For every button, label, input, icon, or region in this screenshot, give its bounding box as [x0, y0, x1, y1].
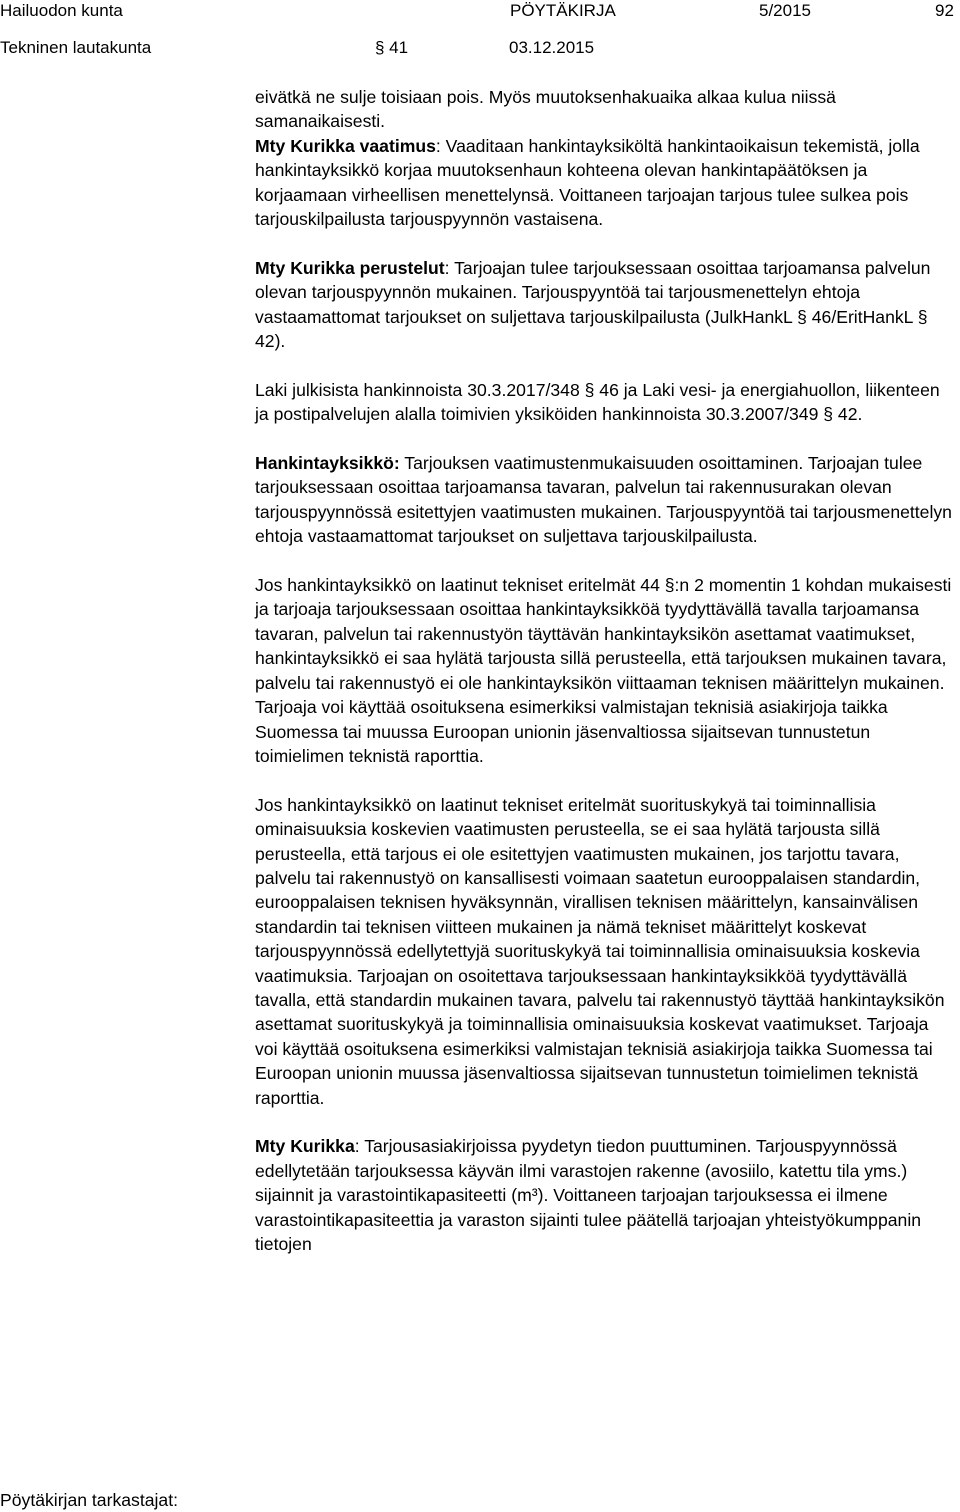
grounds-heading: Mty Kurikka perustelut	[255, 257, 445, 278]
procuring-entity-heading: Hankintayksikkö:	[255, 453, 400, 474]
section-number: § 41	[375, 38, 409, 57]
procuring-entity-text: Tarjouksen vaatimustenmukaisuuden osoittaminen. Tarjoajan tulee tarjouksessaan osoittaa tarjoamansa tavaran, palvelun tai rakennusurakan olevan tarjouspyynnössä esitettyjen vaatimusten mukainen. Tarjouspyyntöä tai tarjousmenettelyn ehtoja vastaamattomat tarjoukset on suljettava tarjouskilpailusta.	[255, 453, 952, 547]
municipality-name: Hailuodon kunta	[0, 1, 123, 20]
paragraph-grounds	[255, 256, 955, 354]
paragraph-law-reference: Laki julkisista hankinnoista 30.3.2017/348 § 46 ja Laki vesi- ja energiahuollon, liikenteen ja postipalvelujen alalla toimivien yksiköiden hankinnoista 30.3.2007/349 § 42.	[255, 379, 940, 425]
document-body	[255, 85, 955, 1256]
footer-reviewers-label: Pöytäkirjan tarkastajat:	[0, 1490, 178, 1510]
paragraph-claim	[255, 134, 955, 232]
paragraph: eivätkä ne sulje toisiaan pois. Myös muutoksenhakuaika alkaa kulua niissä samanaikaisesti.	[255, 87, 836, 132]
meeting-date: 03.12.2015	[509, 38, 595, 57]
claim-text: : Vaaditaan hankintayksiköltä hankintaoikaisun tekemistä, jolla hankintayksikkö korjaa muutoksenhaun kohteena olevan hankintapäätöksen ja korjaamaan virheellisen menettelynsä. Voittaneen tarjoajan tarjous tulee sulkea pois tarjouskilpailusta tarjouspyynnön vastaisena.	[255, 135, 920, 230]
page-number: 92	[935, 1, 954, 20]
missing-information-text: : Tarjousasiakirjoissa pyydetyn tiedon puuttuminen. Tarjouspyynnössä edellytetään tarjouksessa käyvän ilmi varastojen rakenne (avosiilo, katettu tila yms.) sijainnit ja varastointikapasiteetti (m³). Voittaneen tarjoajan tarjouksessa ei ilmene varastointikapasiteettia ja varaston sijainti tulee päätellä tarjoajan yhteistyökumppanin tietojen	[255, 1136, 922, 1254]
paragraph-missing-information	[255, 1134, 955, 1256]
document-number: 5/2015	[759, 1, 811, 20]
document-type: PÖYTÄKIRJA	[510, 1, 616, 20]
paragraph-technical-specifications: Jos hankintayksikkö on laatinut tekniset eritelmät 44 §:n 2 momentin 1 kohdan mukaisesti ja tarjoaja tarjouksessaan osoittaa hankintayksikköä tyydyttävällä tavalla tarjoamansa tavaran, palvelun tai rakennustyön täyttävän hankintayksikön asettamat vaatimukset, hankintayksikkö ei saa hylätä tarjousta sillä perusteella, että tarjouksen mukainen tavara, palvelu tai rakennustyö ei ole hankintayksikön viittaaman teknisen määrittelyn mukainen. Tarjoaja voi käyttää osoituksena esimerkiksi valmistajan teknisiä asiakirjoja taikka Suomessa tai muussa Euroopan unionin jäsenvaltiossa sijaitsevan tunnustetun toimielimen teknistä raporttia.	[255, 575, 952, 766]
claim-heading: Mty Kurikka vaatimus	[255, 135, 436, 156]
paragraph-performance-requirements: Jos hankintayksikkö on laatinut tekniset eritelmät suorituskykyä tai toiminnallisia ominaisuuksia koskevien vaatimusten perusteella, se ei saa hylätä tarjousta sillä perusteella, että tarjous ei ole esitettyjen vaatimusten mukainen, jos tarjottu tavara, palvelu tai rakennustyö on kansallisesti voimaan saatetun eurooppalaisen standardin, eurooppalaisen teknisen hyväksynnän, virallisen teknisen määrittelyn, kansainvälisen standardin tai teknisen viitteen mukainen ja nämä tekniset määrittelyt koskevat tarjouspyynnössä edellytettyjä suorituskykyä tai toiminnallisia ominaisuuksia koskevia vaatimuksia. Tarjoajan on osoitettava tarjouksessaan hankintayksikköä tyydyttävällä tavalla, että standardin mukainen tavara, palvelu tai rakennustyö täyttää hankintayksikön asettamat suorituskykyä ja toiminnallisia ominaisuuksia koskevat vaatimukset. Tarjoaja voi käyttää osoituksena esimerkiksi valmistajan teknisiä asiakirjoja taikka Suomessa tai Euroopan unionin muussa jäsenvaltiossa sijaitsevan tunnustetun toimielimen teknistä raporttia.	[255, 794, 945, 1108]
grounds-text: : Tarjoajan tulee tarjouksessaan osoittaa tarjoamansa palvelun olevan tarjouspyynnön mukainen. Tarjouspyyntöä tai tarjousmenettelyn ehtoja vastaamattomat tarjoukset on suljettava tarjouskilpailusta (JulkHankL § 46/EritHankL § 42).	[255, 257, 931, 352]
committee-name: Tekninen lautakunta	[0, 38, 152, 57]
paragraph-procuring-entity	[255, 451, 955, 549]
missing-information-heading: Mty Kurikka	[255, 1136, 355, 1157]
